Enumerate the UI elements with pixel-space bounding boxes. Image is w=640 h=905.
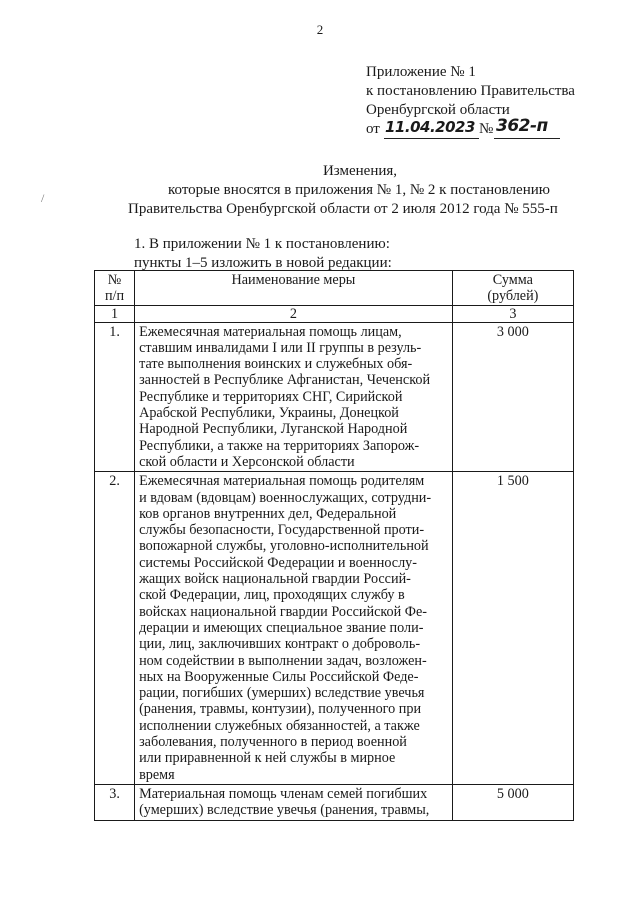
appendix-line-3: Оренбургской области <box>366 102 510 118</box>
measure-text-line: системы Российской Федерации и военнослу- <box>139 554 417 571</box>
measure-text-line: время <box>139 766 175 783</box>
measure-text-line: (ранения, травмы, контузии), полученного при <box>139 701 422 718</box>
intro-line-2: пункты 1–5 изложить в новой редакции: <box>134 255 392 271</box>
appendix-block <box>366 63 575 139</box>
handwritten-date: 11.04.2023 <box>385 118 475 136</box>
row-measure-name <box>135 784 453 820</box>
header-sum <box>452 271 573 306</box>
header-sum-line-2: (рублей) <box>487 288 539 305</box>
header-num <box>95 271 135 306</box>
measure-text-line: и вдовам (вдовцам) военнослужащих, сотрудни- <box>139 489 432 506</box>
document-heading <box>0 162 640 219</box>
row-sum: 3 000 <box>452 322 573 472</box>
measure-text-line: ской Федерации, лиц, проходящих службу в <box>139 587 405 604</box>
table-row <box>95 784 574 820</box>
number-sign: № <box>479 121 494 137</box>
row-number: 3. <box>95 784 135 820</box>
header-num-line-1: № <box>107 272 122 288</box>
measure-text-line: жащих войск национальной гвардии Россий- <box>139 571 411 588</box>
index-cell: 2 <box>135 305 453 322</box>
measure-text-line: занностей в Республике Афганистан, Чеченской <box>139 372 431 389</box>
measure-text-line: рации, погибших (умерших) вследствие увечья <box>139 685 425 702</box>
appendix-line-1: Приложение № 1 <box>366 64 476 80</box>
row-measure-name <box>135 472 453 785</box>
measure-text-line: Арабской Республики, Украины, Донецкой <box>139 405 399 422</box>
measure-text-line: службы безопасности, Государственной проти- <box>139 522 425 539</box>
measure-text-line: тате выполнения воинских и служебных обя- <box>139 356 413 373</box>
measure-text-line: (умерших) вследствие увечья (ранения, травмы, <box>139 802 430 819</box>
measure-text-line: Ежемесячная материальная помощь лицам, <box>139 323 402 340</box>
handwritten-number: 362-п <box>496 116 548 136</box>
header-sum-line-1: Сумма <box>492 272 533 288</box>
row-number: 1. <box>95 322 135 472</box>
appendix-line-2: к постановлению Правительства <box>366 83 575 99</box>
page-number: 2 <box>316 22 324 37</box>
measure-text-line: ской области и Херсонской области <box>139 453 355 470</box>
measure-text-line: ции, лиц, заключивших контракт о доброволь- <box>139 636 421 653</box>
header-name: Наименование меры <box>135 271 453 306</box>
row-sum: 5 000 <box>452 784 573 820</box>
number-underline <box>494 138 560 139</box>
table-row <box>95 322 574 472</box>
table-row <box>95 472 574 785</box>
row-measure-name <box>135 322 453 472</box>
measure-text-line: ных на Вооруженные Силы Российской Феде- <box>139 668 419 685</box>
measure-text-line: Материальная помощь членам семей погибших <box>139 785 428 802</box>
measure-text-line: ставшим инвалидами I или II группы в резуль- <box>139 339 422 356</box>
measure-text-line: Республики, а также на территориях Запорож- <box>139 437 420 454</box>
table-header-row <box>95 271 574 306</box>
heading-line-3: Правительства Оренбургской области от 2 июля 2012 года № 555-п <box>128 201 558 217</box>
appendix-prefix-ot: от <box>366 121 380 137</box>
measure-text-line: Народной Республики, Луганской Народной <box>139 421 408 438</box>
measure-text-line: заболевания, полученного в период военной <box>139 734 407 751</box>
measure-text-line: ном содействии в выполнении задач, возложен- <box>139 652 427 669</box>
margin-mark: / <box>41 191 45 205</box>
appendix-date-line <box>366 116 575 139</box>
measure-text-line: дерации и имеющих специальное звание поли- <box>139 619 424 636</box>
index-cell: 1 <box>95 305 135 322</box>
intro-line-1: 1. В приложении № 1 к постановлению: <box>134 236 390 252</box>
index-cell: 3 <box>452 305 573 322</box>
measure-text-line: Ежемесячная материальная помощь родителям <box>139 473 425 490</box>
measure-text-line: или приравненной к ней службы в мирное <box>139 750 396 767</box>
row-number: 2. <box>95 472 135 785</box>
header-num-line-2: п/п <box>104 288 125 305</box>
measure-text-line: ков органов внутренних дел, Федеральной <box>139 505 397 522</box>
measures-table <box>94 270 574 821</box>
date-underline <box>384 138 479 139</box>
measure-text-line: Республике и территориях СНГ, Сирийской <box>139 388 403 405</box>
heading-line-2: которые вносятся в приложения № 1, № 2 к постановлению <box>168 182 550 198</box>
heading-title: Изменения, <box>322 163 398 179</box>
measure-text-line: войсках национальной гвардии Российской Фе- <box>139 603 428 620</box>
measure-text-line: исполнении служебных обязанностей, а также <box>139 717 420 734</box>
measure-text-line: вопожарной службы, уголовно-исполнительной <box>139 538 429 555</box>
table-index-row <box>95 305 574 322</box>
intro-text <box>134 235 392 273</box>
row-sum: 1 500 <box>452 472 573 785</box>
